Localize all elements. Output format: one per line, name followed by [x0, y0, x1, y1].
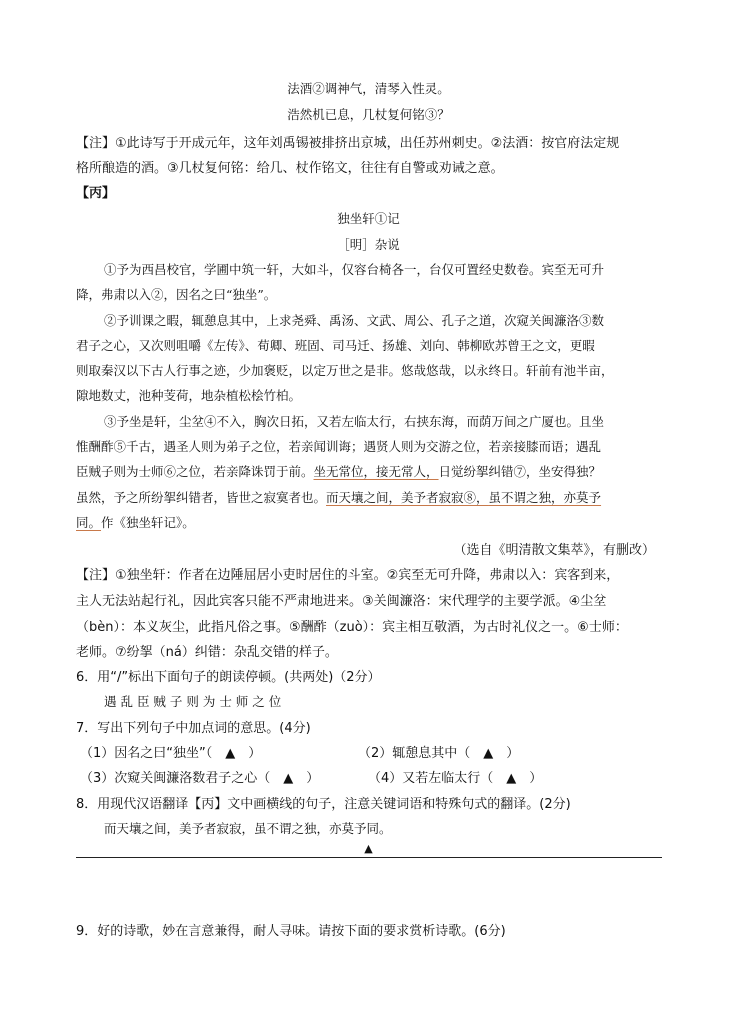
section-label-bing: 【丙】: [76, 186, 116, 201]
note-2-line-4: 老师。⑦纷挐（ná）纠错：杂乱交错的样子。: [76, 645, 338, 660]
question-9-prompt: 9．好的诗歌，妙在言意兼得，耐人寻味。请按下面的要求赏析诗歌。(6分): [76, 924, 506, 939]
essay-p2-line-4: 隙地数丈，池种芰荷，地杂植松桧竹柏。: [76, 388, 302, 403]
essay-p3-line-2: 惟酬酢⑤千古，遇圣人则为弟子之位，若亲闻训诲；遇贤人则为交游之位，若亲接膝而语；遇乱: [76, 439, 602, 454]
question-7-item-3: （3）次窥关闽濂洛数君子之心（ ▲ ）: [80, 771, 320, 786]
essay-p3-line-1: ③予坐是轩，尘坌④不入，胸次日拓，又若左临太行，右挟东海，而荫万间之广厦也。且坐: [104, 414, 605, 429]
essay-p3-line-3: [76, 462, 601, 480]
essay-p2-line-3: 则取秦汉以下古人行事之迹，少加褒贬，以定万世之是非。悠哉悠哉，以永终日。轩前有池半亩，: [76, 363, 614, 378]
underlined-sentence-b1: 而天壤之间，美予者寂寂⑧，: [326, 490, 489, 505]
answer-mark: ▲: [364, 842, 373, 855]
underlined-sentence-b2: 虽不谓之独，亦莫予: [488, 490, 602, 505]
underlined-sentence-b3: 同。: [76, 515, 102, 530]
question-8-sentence: 而天壤之间，美予者寂寂，虽不谓之独，亦莫予同。: [104, 821, 392, 836]
note-2-line-1: 【注】①独坐轩：作者在边陲屈居小吏时居住的斗室。②宾至无可升降，弗肃以入：宾客到来，: [76, 568, 620, 583]
underlined-sentence-a: 坐无常位，接无常人，: [313, 464, 439, 479]
question-7-prompt: 7．写出下列句子中加点词的意思。(4分): [76, 721, 311, 736]
note-2-line-2: 主人无法站起行礼，因此宾客只能不严肃地进来。③关闽濂洛：宋代理学的主要学派。④尘坌: [76, 594, 607, 609]
essay-p3-line-5: [76, 513, 195, 531]
question-7-item-2: （2）辄憩息其中（ ▲ ）: [358, 746, 520, 761]
essay-p1-line-2: 降，弗肃以入②，因名之曰“独坐”。: [76, 287, 277, 302]
essay-p3-line-4: [76, 488, 601, 506]
essay-p3-line-3-c: 日觉纷挐纠错⑦，坐安得独？: [438, 464, 602, 479]
note-1-line-2: 格所酿造的酒。③几杖复何铭：给几、杖作铭文，往往有自警或劝诫之意。: [76, 161, 504, 176]
essay-author: ［明］杂说: [337, 237, 400, 252]
essay-title: 独坐轩①记: [337, 211, 400, 226]
essay-p2-line-1: ②予训课之暇，辄憩息其中，上求尧舜、禹汤、文武、周公、孔子之道，次窥关闽濂洛③数: [104, 313, 605, 328]
essay-p1-line-1: ①予为西昌校官，学圃中筑一轩，大如斗，仅容台椅各一，台仅可置经史数卷。宾至无可升: [104, 262, 605, 277]
poem-line-1: 法酒②调神气，清琴入性灵。: [287, 81, 450, 96]
question-6-prompt: 6．用“/”标出下面句子的朗读停顿。(共两处)（2分）: [76, 670, 381, 685]
essay-source: （选自《明清散文集萃》，有删改）: [453, 543, 655, 558]
essay-p3-line-5-b: 作《独坐轩记》。: [101, 515, 195, 530]
question-7-item-1: （1）因名之曰“独坐”（ ▲ ）: [80, 746, 262, 761]
note-2-line-3: （bèn）：本义灰尘，此指凡俗之事。⑤酬酢（zuò）：宾主相互敬酒，为古时礼仪之一。⑥士师：: [76, 620, 628, 635]
essay-p2-line-2: 君子之心，又次则咀嚼《左传》、荀卿、班固、司马迁、扬雄、刘向、韩柳欧苏曾王之文，更暇: [76, 338, 595, 353]
question-8-prompt: 8．用现代汉语翻译【丙】文中画横线的句子，注意关键词语和特殊句式的翻译。(2分): [76, 797, 571, 812]
question-7-item-4: （4）又若左临太行（ ▲ ）: [368, 771, 543, 786]
answer-line: [76, 857, 662, 858]
note-1-line-1: 【注】①此诗写于开成元年，这年刘禹锡被排挤出京城，出任苏州刺史。②法酒：按官府法定规: [76, 136, 620, 151]
question-6-sentence: 遇 乱 臣 贼 子 则 为 士 师 之 位: [104, 694, 282, 709]
essay-p3-line-3-a: 臣贼子则为士师⑥之位，若亲降诛罚于前。: [76, 464, 314, 479]
essay-p3-line-4-a: 虽然，予之所纷挐纠错者，皆世之寂寞者也。: [76, 490, 327, 505]
poem-line-2: 浩然机已息，几杖复何铭③？: [287, 107, 450, 122]
